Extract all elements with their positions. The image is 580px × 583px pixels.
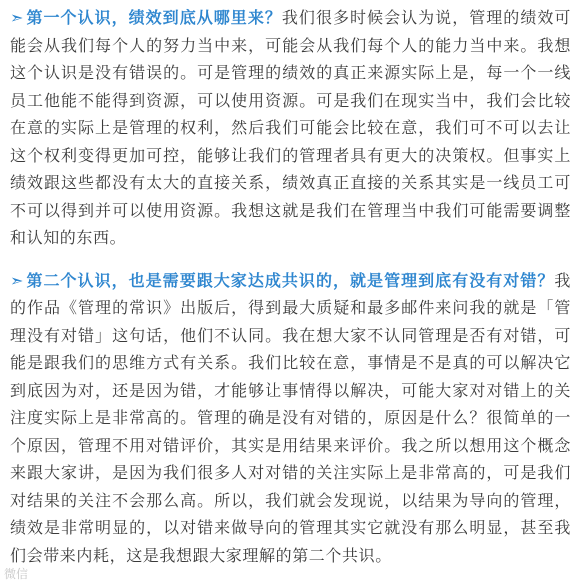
paragraph-2: [10, 267, 571, 570]
paragraph-1: [10, 0, 571, 252]
watermark: 微信: [4, 567, 29, 581]
paragraph-2-heading: 第二个认识，也是需要跟大家达成共识的，就是管理到底有没有对错？: [26, 270, 555, 290]
paragraph-2-text: 我的作品《管理的常识》出版后，得到最大质疑和最多邮件来问我的就是「管理没有对错」这句话，他们不认同。我在想大家不认同管理是否有对错，可能是跟我们的思维方式有关系。我们比较在意，事情是不是真的可以解决它到底因为对，还是因为错，才能够让事情得以解决，可能大家对对错上的关注度实际上是非常高的。管理的确是没有对错的，原因是什么？很简单的一个原因，管理不用对错评价，其实是用结果来评价。我之所以想用这个概念来跟大家讲，是因为我们很多人对对错的关注实际上是非常高的，可是我们对结果的关注不会那么高。所以，我们就会发现说，以结果为导向的管理，绩效是非常明显的，以对错来做导向的管理其实它就没有那么明显，甚至我们会带来内耗，这是我想跟大家理解的第二个共识。: [10, 270, 571, 565]
paragraph-1-text: 我们很多时候会认为说，管理的绩效可能会从我们每个人的努力当中来，可能会从我们每个人的能力当中来。我想这个认识是没有错误的。可是管理的绩效的真正来源实际上是，每一个一线员工他能不能得到资源，可以使用资源。可是我们在现实当中，我们会比较在意的实际上是管理的权利，然后我们可能会比较在意，我们可不可以去让这个权利变得更加可控，能够让我们的管理者具有更大的决策权。但事实上绩效跟这些都没有太大的直接关系，绩效真正直接的关系其实是一线员工可不可以得到并可以使用资源。我想这就是我们在管理当中我们可能需要调整和认知的东西。: [10, 8, 571, 247]
arrow-icon: ➣: [10, 270, 25, 290]
arrow-icon: ➣: [10, 8, 25, 27]
paragraph-1-heading: 第一个认识，绩效到底从哪里来？: [26, 8, 282, 27]
